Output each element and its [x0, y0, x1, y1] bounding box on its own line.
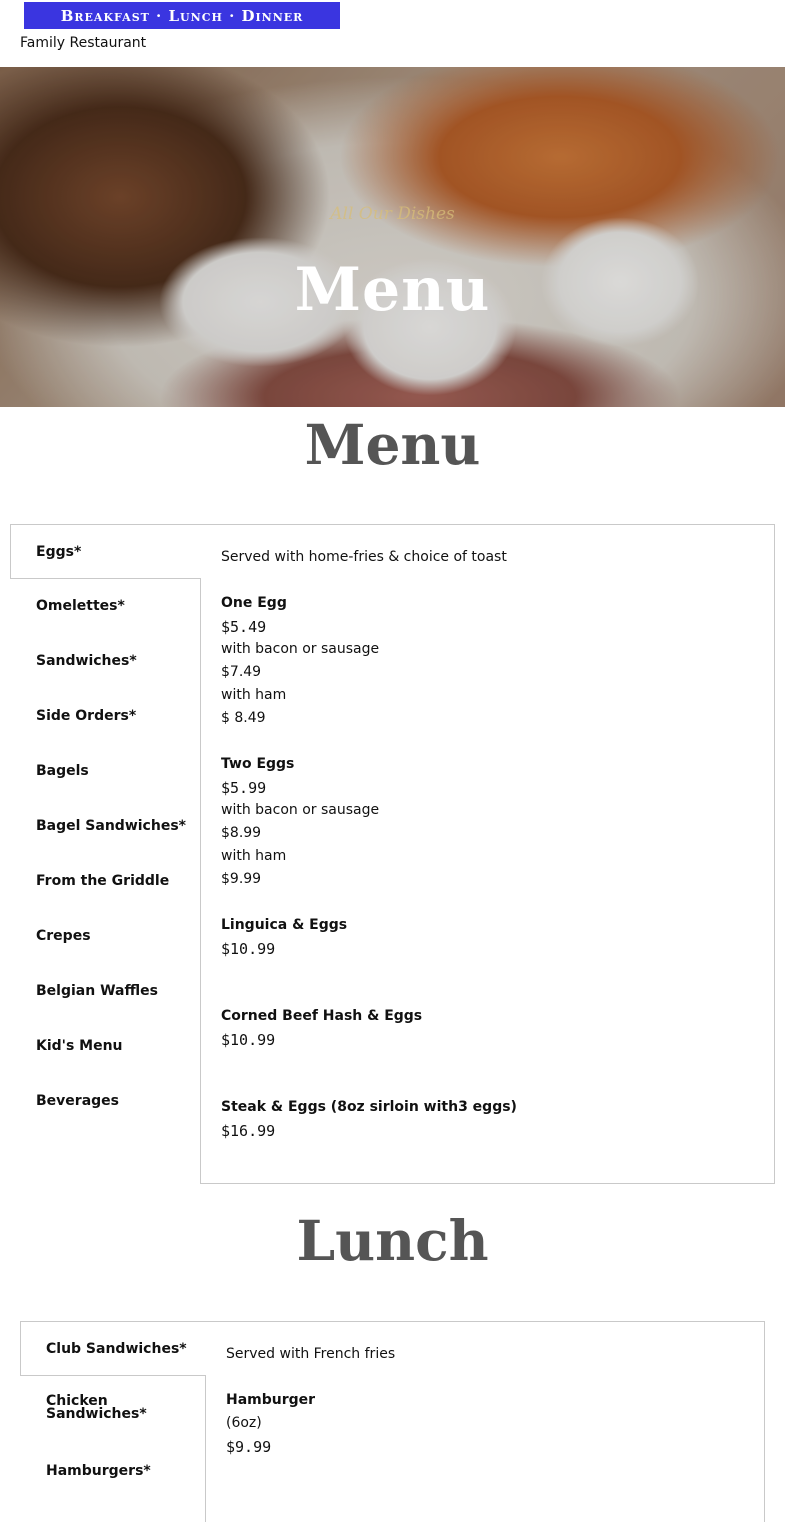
item-option: with ham [221, 848, 287, 864]
tab-omelettes[interactable]: Omelettes* [36, 598, 125, 614]
item-price: $10.99 [221, 940, 276, 958]
tab-beverages[interactable]: Beverages [36, 1093, 119, 1109]
hero-banner [0, 67, 785, 407]
item-option-price: $ 8.49 [221, 710, 266, 726]
tab-hamburgers[interactable]: Hamburgers* [46, 1463, 151, 1479]
item-name: One Egg [221, 595, 287, 611]
tab-eggs[interactable] [10, 524, 201, 579]
lunch-section-title: Lunch [296, 1208, 489, 1273]
item-name: Steak & Eggs (8oz sirloin with3 eggs) [221, 1099, 517, 1115]
item-name: Corned Beef Hash & Eggs [221, 1008, 423, 1024]
tab-label: Eggs* [36, 544, 82, 560]
lunch-tab-panel [205, 1321, 765, 1522]
breakfast-tab-panel [200, 524, 775, 1184]
item-option: with bacon or sausage [221, 641, 380, 657]
item-name: Two Eggs [221, 756, 295, 772]
tab-kids-menu[interactable]: Kid's Menu [36, 1038, 123, 1054]
tagline: Family Restaurant [20, 35, 147, 51]
tab-club-sandwiches[interactable] [20, 1321, 206, 1376]
tab-crepes[interactable]: Crepes [36, 928, 91, 944]
tab-bagel-sandwiches[interactable]: Bagel Sandwiches* [36, 818, 186, 834]
hero-subtitle: All Our Dishes [330, 204, 455, 224]
item-name: Linguica & Eggs [221, 917, 348, 933]
tab-from-the-griddle[interactable]: From the Griddle [36, 873, 170, 889]
item-option: with ham [221, 687, 287, 703]
tab-chicken-sandwiches[interactable]: Chicken Sandwiches* [46, 1393, 147, 1422]
item-option-price: $8.99 [221, 825, 262, 841]
item-price: $5.99 [221, 779, 267, 797]
item-name: Hamburger [226, 1392, 316, 1408]
menu-section-title: Menu [304, 412, 481, 477]
panel-intro: Served with home-fries & choice of toast [221, 549, 507, 565]
tab-sandwiches[interactable]: Sandwiches* [36, 653, 137, 669]
item-price: $10.99 [221, 1031, 276, 1049]
hero-title: Menu [294, 255, 491, 325]
item-note: (6oz) [226, 1415, 262, 1431]
restaurant-logo[interactable] [24, 2, 340, 29]
item-option-price: $9.99 [221, 871, 262, 887]
logo-text: Breakfast · Lunch · Dinner [60, 6, 304, 25]
item-price: $5.49 [221, 618, 267, 636]
item-price: $9.99 [226, 1438, 272, 1456]
tab-side-orders[interactable]: Side Orders* [36, 708, 137, 724]
hero-overlay [0, 67, 785, 407]
item-option: with bacon or sausage [221, 802, 380, 818]
panel-intro: Served with French fries [226, 1346, 396, 1362]
tab-bagels[interactable]: Bagels [36, 763, 89, 779]
item-option-price: $7.49 [221, 664, 262, 680]
site-header [0, 0, 785, 67]
tab-label: Club Sandwiches* [46, 1341, 187, 1357]
tab-belgian-waffles[interactable]: Belgian Waffles [36, 983, 158, 999]
item-price: $16.99 [221, 1122, 276, 1140]
